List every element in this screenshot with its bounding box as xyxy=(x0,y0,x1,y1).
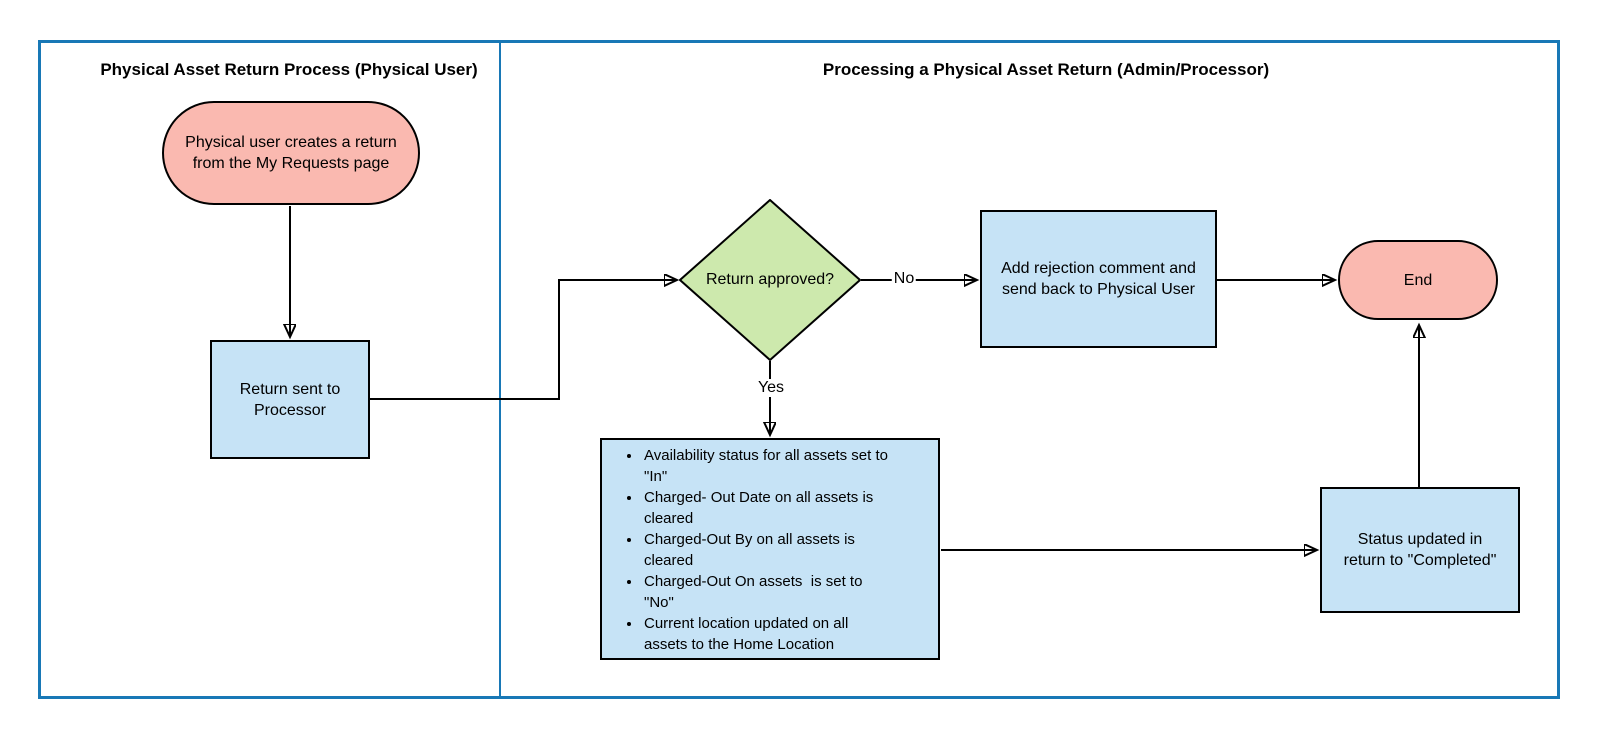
list-item: • Charged-Out By on all assets is cleared xyxy=(642,529,890,571)
lane-title-physical-user: Physical Asset Return Process (Physical User) xyxy=(100,60,478,79)
node-decision-diamond xyxy=(679,199,861,361)
edge-label-no: No xyxy=(893,270,915,287)
list-item: • Charged- Out Date on all assets is cleared xyxy=(642,487,890,529)
list-item: • Current location updated on all assets to the Home Location xyxy=(642,613,890,655)
node-approved-actions-process xyxy=(600,438,940,660)
node-return-sent-process xyxy=(210,340,370,459)
end-label: End xyxy=(1403,271,1433,289)
connector-return-sent-to-decision xyxy=(370,280,676,399)
edge-label-yes: Yes xyxy=(757,379,785,396)
list-item: • Availability status for all assets set to "In" xyxy=(642,445,890,487)
return-sent-label: Return sent to Processor xyxy=(239,380,341,419)
rejection-label: Add rejection comment and send back to Physical User xyxy=(1001,260,1196,298)
node-status-updated-process xyxy=(1320,487,1520,613)
lane-title-admin-processor: Processing a Physical Asset Return (Admin/Processor) xyxy=(822,60,1270,79)
status-updated-label: Status updated in return to "Completed" xyxy=(1343,531,1497,569)
start-label: Physical user creates a return from the My Requests page xyxy=(185,134,397,172)
node-start-terminator xyxy=(162,101,420,205)
approved-actions-list xyxy=(602,445,938,655)
decision-label: Return approved? xyxy=(705,271,835,288)
node-rejection-process xyxy=(980,210,1217,348)
list-item: • Charged-Out On assets is set to "No" xyxy=(642,571,890,613)
node-end-terminator xyxy=(1338,240,1498,320)
